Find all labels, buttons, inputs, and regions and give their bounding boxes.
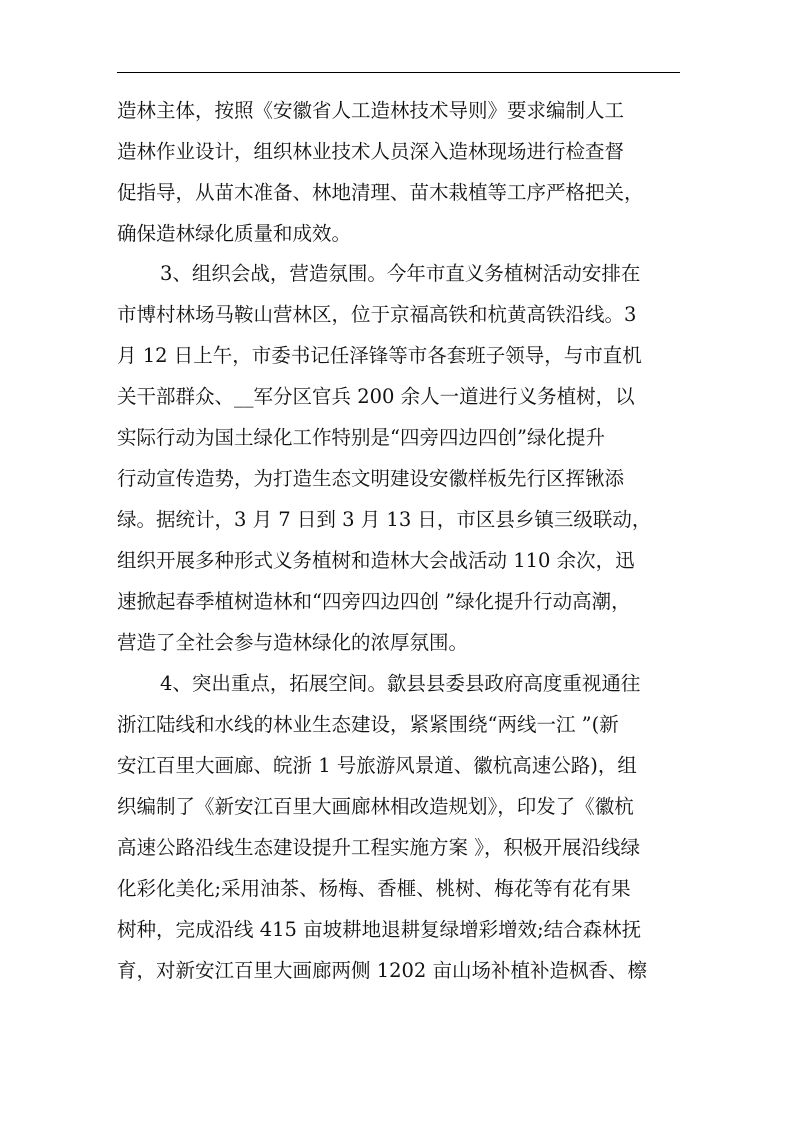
paragraph-start-line: 4、突出重点，拓展空间。歙县县委县政府高度重视通往 bbox=[160, 672, 641, 695]
text-line: 造林作业设计，组织林业技术人员深入造林现场进行检查督 bbox=[117, 140, 625, 163]
text-line: 确保造林绿化质量和成效。 bbox=[117, 222, 352, 245]
text-line: 造林主体，按照《安徽省人工造林技术导则》要求编制人工 bbox=[117, 99, 625, 122]
text-line: 市博村林场马鞍山营林区，位于京福高铁和杭黄高铁沿线。3 bbox=[117, 303, 637, 326]
text-line: 营造了全社会参与造林绿化的浓厚氛围。 bbox=[117, 631, 469, 654]
text-line: 关干部群众、__军分区官兵 200 余人一道进行义务植树，以 bbox=[117, 385, 635, 408]
text-line: 浙江陆线和水线的林业生态建设，紧紧围绕“两线一江 ”(新 bbox=[117, 713, 619, 736]
text-line: 组织开展多种形式义务植树和造林大会战活动 110 余次，迅 bbox=[117, 549, 635, 572]
text-line: 行动宣传造势，为打造生态文明建设安徽样板先行区挥锹添 bbox=[117, 467, 625, 490]
text-line: 高速公路沿线生态建设提升工程实施方案 》，积极开展沿线绿 bbox=[117, 836, 640, 859]
text-line: 育，对新安江百里大画廊两侧 1202 亩山场补植补造枫香、檫 bbox=[117, 959, 648, 982]
text-line: 树种，完成沿线 415 亩坡耕地退耕复绿增彩增效;结合森林抚 bbox=[117, 918, 642, 941]
text-line: 绿。据统计，3 月 7 日到 3 月 13 日，市区县乡镇三级联动， bbox=[117, 508, 652, 531]
text-line: 速掀起春季植树造林和“四旁四边四创 ”绿化提升行动高潮， bbox=[117, 590, 631, 613]
text-line: 化彩化美化;采用油茶、杨梅、香榧、桃树、梅花等有花有果 bbox=[117, 877, 631, 900]
text-line: 促指导，从苗木准备、林地清理、苗木栽植等工序严格把关， bbox=[117, 181, 644, 204]
text-line: 安江百里大画廊、皖浙 1 号旅游风景道、徽杭高速公路)，组 bbox=[117, 754, 637, 777]
header-rule bbox=[117, 72, 680, 73]
text-line: 织编制了《新安江百里大画廊林相改造规划》，印发了《徽杭 bbox=[117, 795, 634, 818]
text-line: 实际行动为国土绿化工作特别是“四旁四边四创”绿化提升 bbox=[117, 426, 605, 449]
paragraph-start-line: 3、组织会战，营造氛围。今年市直义务植树活动安排在 bbox=[160, 262, 641, 285]
text-line: 月 12 日上午，市委书记任泽锋等市各套班子领导，与市直机 bbox=[117, 344, 642, 367]
